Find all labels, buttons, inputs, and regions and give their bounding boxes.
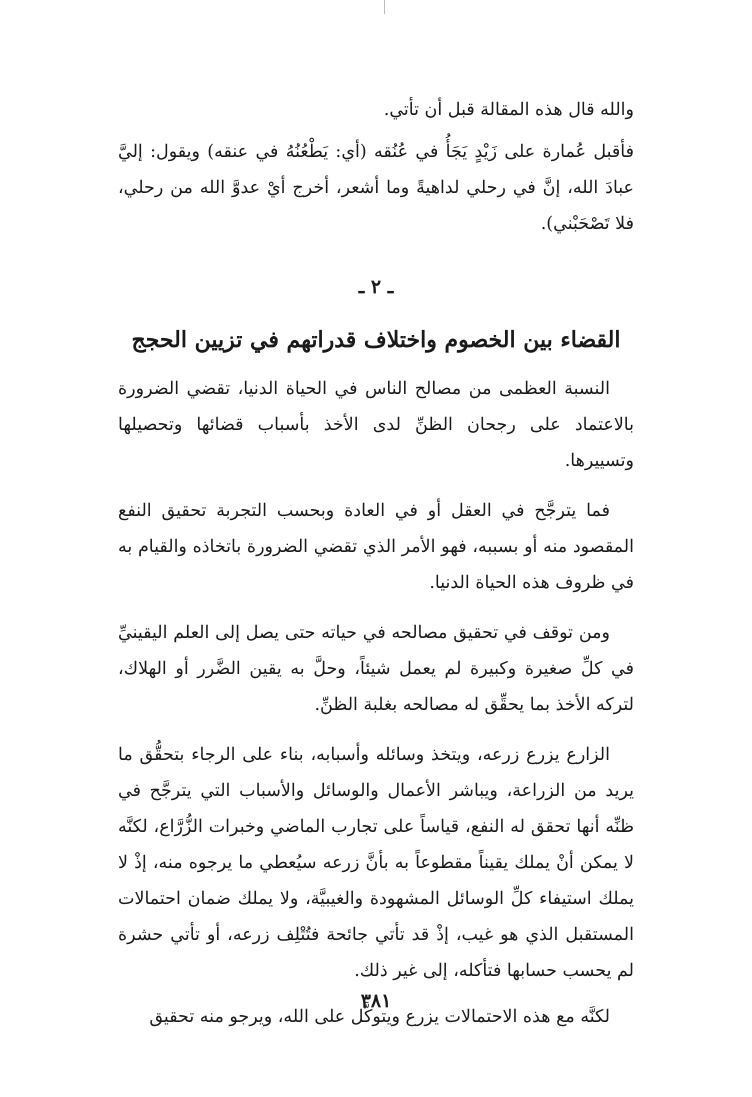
- paragraph-1: النسبة العظمى من مصالح الناس في الحياة الدنيا، تقضي الضرورة بالاعتماد على رجحان الظنِّ لدى الأخذ بأسباب قضائها وتحصيلها وتسييرها.: [118, 379, 634, 471]
- body-text: [118, 371, 634, 1035]
- intro-block: [118, 92, 634, 242]
- paragraph-5: لكنَّه مع هذه الاحتمالات يزرع ويتوكَّل على الله، ويرجو منه تحقيق: [149, 1007, 610, 1027]
- intro-paragraph: فأقبل عُمارة على زَيْدٍ يَجَأُ في عُنُقه (أي: يَطْعُنُهُ في عنقه) ويقول: إليَّ عبادَ الله، إنَّ في رحلي لداهيةً وما أشعر، أخرج أيْ عدوَّ الله من رحلي، فلا تَصْحَبْني).: [118, 142, 634, 234]
- intro-line: والله قال هذه المقالة قبل أن تأتي.: [383, 100, 634, 120]
- paragraph-4: الزارع يزرع زرعه، ويتخذ وسائله وأسبابه، بناء على الرجاء بتحقُّق ما يريد من الزراعة، ويباشر الأعمال والوسائل والأسباب التي يترجَّح في ظنِّه أنها تحقق له النفع، قياساً على تجارب الماضي وخبرات الزُّرَّاع، لكنَّه لا يمكن أنْ يملك يقيناً مقطوعاً به بأنَّ زرعه سيُعطي ما يرجوه منه، إذْ لا يملك استيفاء كلِّ الوسائل المشهودة والغيبيَّة، ولا يملك ضمان احتمالات المستقبل الذي هو غيب، إذْ قد تأتي جائحة فتُتْلِف زرعه، أو تأتي حشرة لم يحسب حسابها فتأكله، إلى غير ذلك.: [118, 745, 634, 981]
- section-number: ـ ٢ ـ: [358, 276, 394, 298]
- section-title: القضاء بين الخصوم واختلاف قدراتهم في تزيين الحجج: [131, 327, 621, 353]
- page-top-mark: [384, 0, 385, 14]
- paragraph-2: فما يترجَّح في العقل أو في العادة وبحسب التجربة تحقيق النفع المقصود منه أو بسببه، فهو الأمر الذي تقضي الضرورة باتخاذه والقيام به في ظروف هذه الحياة الدنيا.: [118, 501, 634, 593]
- paragraph-3: ومن توقف في تحقيق مصالحه في حياته حتى يصل إلى العلم اليقينيِّ في كلِّ صغيرة وكبيرة لم يعمل شيئاً، وحلَّ به يقين الضَّرر أو الهلاك، لتركه الأخذ بما يحقِّق له مصالحه بغلبة الظنِّ.: [118, 623, 634, 715]
- page-number: ٣٨١: [360, 990, 392, 1012]
